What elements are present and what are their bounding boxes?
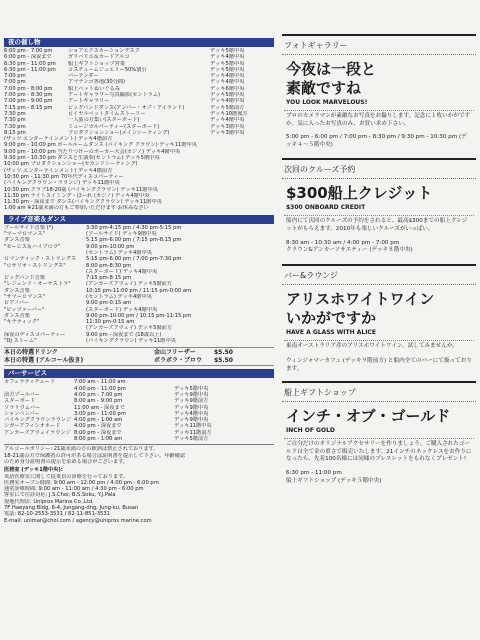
- event-location: デッキ4階中央: [210, 54, 245, 61]
- bar-location: デッキ5階中央: [174, 385, 209, 392]
- music-name: ダンス音楽: [4, 287, 30, 294]
- event-time: 7:00 pm - 8:30 pm: [4, 92, 53, 99]
- bar-row: [4, 436, 274, 442]
- medical-line: 通常診療時間: 9:00 am - 11:00 am / 4:30 pm - 6:00 pm: [4, 486, 144, 493]
- bar-location: デッキ9階前方: [174, 398, 209, 405]
- event-location: デッキ5階中央: [210, 66, 245, 73]
- music-name: "キナティック": [4, 319, 40, 326]
- drink-specials: [4, 347, 274, 366]
- bar-lounge-body: 東南オーストラリア産のアリスホワイトワイン。試してみませんか。 ウィンジャマーカフェ (デッキ９階前方) と船内全てのバーにて扱っております。: [286, 342, 472, 372]
- music-name: "マーマロマンス": [4, 231, 45, 238]
- event-location: デッキ10階後方: [210, 110, 248, 117]
- medical-info: [4, 467, 274, 524]
- bar-location: デッキ9階中央: [174, 391, 209, 398]
- night-events-list-continued: [4, 136, 274, 212]
- event-name: コスチュームジュエリー50%割引: [68, 66, 147, 73]
- event-location: デッキ4階中央: [210, 117, 245, 124]
- music-times: (バイキングクラウン) デッキ11階中央: [86, 338, 176, 345]
- event-name: ビッグバンドダンス(アンバー・オブ・アイランド): [68, 104, 185, 111]
- event-location: デッキ5階中央: [210, 48, 245, 54]
- music-times: 9:00 pm-10:00 pm / 10:15 pm-11:15 pm: [86, 312, 192, 319]
- bar-lounge-box: [282, 264, 476, 375]
- medical-line: 電話: 82-10-2553-3531 / 82-11-851-3531: [4, 511, 110, 518]
- event-time: 7:00 pm: [4, 79, 26, 86]
- music-times: 9:00 pm - 深夜まで (18歳以上): [86, 331, 162, 338]
- event-time: 6:30 pm - 11:00 pm: [4, 60, 56, 67]
- event-time: 6:00 pm - 7:00 pm: [4, 48, 53, 54]
- music-name: ダンス音楽: [4, 312, 30, 319]
- special-price: $5.50: [214, 349, 233, 357]
- cruise-booking-time: 8:30 am - 10:30 am / 4:00 pm - 7:00 pm クラウン&アンカーソサエティー (デッキ８階中央): [286, 239, 413, 254]
- music-times: (セントラム) デッキ4階中央: [86, 249, 152, 256]
- cruise-booking-body: 船内にて次回のクルーズの予約をされると、最高$300までの船上クレジットがもらえます。2010年も楽しいクルーズがいっぱい。: [286, 218, 468, 232]
- special-drink: 金山フリーザー: [154, 349, 196, 357]
- night-event-line: 9:00 pm - 10:00 pm 当たりつけーのポーカー大会(カジノ) デッキ4階中央: [4, 148, 181, 155]
- bar-name: バイキングクラウンラウンジ: [4, 417, 72, 424]
- bar-name: カフェラティチュード: [4, 379, 56, 386]
- cruise-booking-headline: $300船上クレジット: [286, 184, 433, 203]
- event-time: 7:30 pm: [4, 123, 26, 130]
- event-time: 7:15 pm - 8:15 pm: [4, 104, 53, 111]
- music-times: 3:30 pm-4:15 pm / 4:30 pm-5:15 pm: [86, 224, 182, 231]
- special-drink: ボラボラ・ブロウ: [154, 356, 203, 364]
- bar-location: デッキ9階中央: [174, 404, 209, 411]
- music-name: ビッグバンド音楽: [4, 275, 45, 282]
- event-name: アマナンゴ各地(30分間): [68, 79, 126, 86]
- bar-location: デッキ9階中央: [174, 417, 209, 424]
- gift-shop-body: ご自分だけのオリジナルアクセサリーを作りましょう。ご購入されたゴールドは全て金の重さで販売いたします。21インチのネックレスをお作りになったら、先着100名様には同様のブレスレットをもれなくプレゼント!: [286, 441, 472, 463]
- bar-hours: 4:00 pm - 7:00 pm: [74, 391, 123, 398]
- cruise-booking-subtitle: $300 ONBOARD CREDIT: [286, 204, 366, 212]
- event-time: 7:00 pm - 8:00 pm: [4, 85, 53, 92]
- bar-lounge-title: バー&ラウンジ: [282, 266, 476, 285]
- special-label: 本日の特選ドリンク: [4, 349, 58, 357]
- bar-location: デッキ11階中央: [174, 423, 212, 430]
- bar-name: 前方プールバー: [4, 391, 40, 398]
- event-location: デッキ3階中央: [210, 123, 245, 130]
- music-times: 5:15 pm-6:00 pm / 7:00 pm-7:30 pm: [86, 256, 182, 263]
- bar-lounge-headline: アリスホワイトワイン いかがですか: [286, 289, 435, 327]
- medical-label: 医務室 (デッキ1階中央):: [4, 467, 63, 474]
- gift-shop-title: 船上ギフトショップ: [282, 383, 476, 402]
- event-time: 6:30 pm - 11:00 pm: [4, 66, 56, 73]
- event-name: 一人旅の方集い(スターボード): [68, 117, 140, 124]
- bar-hours: 7:00 am - 11:00 am: [74, 379, 126, 386]
- bar-hours: 4:00 pm - 深夜まで: [74, 423, 122, 430]
- medical-line: 7F Haeyang Bldg, 6-4, Jungang-dng, Jung-ku, Busan: [4, 505, 139, 511]
- bar-service-list: [4, 379, 274, 442]
- night-event-line: 10:30 pm クラブ18-20歳 (バイキングクラウン) デッキ11階中央: [4, 186, 158, 193]
- music-name: "DJ ストーム": [4, 338, 37, 345]
- bar-lounge-subtitle: HAVE A GLASS WITH ALICE: [286, 328, 376, 336]
- cruise-booking-box: [282, 158, 476, 257]
- photo-gallery-time: 5:00 pm - 6:00 pm / 7:00 pm - 8:30 pm / 9:30 pm - 10:30 pm (デッキ４～５階中央): [286, 134, 467, 148]
- event-name: ガリバリエ＆カードアルコ: [68, 54, 130, 61]
- event-location: デッキ4階中央: [210, 98, 245, 105]
- event-name: バーテンダー: [68, 73, 99, 80]
- bar-service-heading: バーサービス: [4, 369, 274, 378]
- gift-shop-subtitle: INCH OF GOLD: [286, 427, 335, 435]
- music-times: 11:30 pm-0:15 am: [86, 319, 135, 326]
- music-times: 7:15 pm-8:15 pm: [86, 275, 132, 282]
- gift-shop-headline: インチ・オブ・ゴールド: [286, 407, 451, 426]
- event-location: デッキ5階中央: [210, 60, 245, 67]
- music-times: (セントラム) デッキ4階中央: [86, 293, 152, 300]
- event-name: ミュージカルパーティー(スターボード): [68, 123, 160, 130]
- policy-line: 18-21歳の方で保護者の許可がある場合は証明書を提示して下さい。年齢確認: [4, 452, 186, 459]
- schedule-column: [4, 38, 274, 524]
- music-name: "ロサリオ・ストリングス": [4, 262, 66, 269]
- special-row: [4, 349, 274, 357]
- night-event-line: 9:00 pm - 10:00 pm ボールルームダンス (バイキング クラウン) デッキ11階中央: [4, 142, 197, 149]
- gift-shop-time: 6:30 pm - 11:00 pm 船上ギフトショップ (デッキ５階中央): [286, 469, 382, 484]
- medical-lines: [4, 474, 274, 524]
- night-event-line: 10:00 pm プロダクションショー(セカンドシーティング): [4, 161, 138, 168]
- music-times: 9:00 pm-0:15 am: [86, 300, 132, 307]
- night-event-line: 11:30 pm ナイトスイミング・ぼーれ (カジノ) デッキ4階中央: [4, 192, 150, 199]
- alcohol-policy: [4, 444, 274, 465]
- event-location: デッキ6階中央: [210, 85, 245, 92]
- music-name: ロマンティック・ストリングス: [4, 256, 77, 263]
- bar-name: ソラリウムバー: [4, 404, 41, 411]
- photo-gallery-body: プロのカメラマンが素敵なお写真をお撮りします。記念に１枚いかがですか。気に入ったお写真のみ、お買い求め下さい。: [286, 113, 471, 127]
- policy-line: のため身分証明書の提示を求める場合がございます。: [4, 458, 129, 465]
- medical-line: 英語医療室に関して従業員の診療を行っております。: [4, 473, 129, 480]
- event-time: 7:30 pm: [4, 110, 26, 117]
- event-name: アートギャラリー写真撮影(セントラム): [68, 92, 161, 99]
- medical-line: 客室にて往診対応: J.S.Choi, B.S.Soku, Y.J.Pala: [4, 492, 116, 499]
- bar-hours: 8:00 pm - 深夜まで: [74, 429, 122, 436]
- event-location: デッキ5階中央: [210, 92, 245, 99]
- bar-location: デッキ4階中央: [174, 410, 209, 417]
- music-times: (スターボード) デッキ4階中央: [86, 268, 158, 275]
- bar-name: シガーアフィシオネード: [4, 423, 61, 430]
- night-event-line: 10:30 pm - 11:30 pm 70年代ディスコパーティー: [4, 173, 124, 180]
- music-name: ピアノバー: [4, 300, 30, 307]
- event-location: デッキ4階中央: [210, 73, 245, 80]
- event-time: 6:00 pm - 深夜まで: [4, 54, 52, 61]
- night-events-list: [4, 48, 274, 136]
- music-name: "ピッツァーバー": [4, 306, 45, 313]
- event-time: 7:30 pm: [4, 117, 26, 124]
- music-times: (アンカーズアウェイ) デッキ5階前方: [86, 281, 173, 288]
- music-times: (アンカーズアウェイ) デッキ5階前方: [86, 325, 173, 332]
- music-times: 10:15 pm-11:00 pm / 11:15 pm-0:00 am: [86, 287, 192, 294]
- music-times: 9:00 pm-10:00 pm: [86, 243, 135, 250]
- bar-name: シャンペンバー: [4, 410, 40, 417]
- policy-line: アルコールポリシー: 21歳未満の方の飲酒は禁止されております。: [4, 446, 159, 453]
- night-event-line: 1:00 am ※21歳未満の方もご参加いただけます お休みなさい: [4, 205, 149, 212]
- music-name: プールサイド音楽 (*): [4, 224, 54, 231]
- bar-hours: 8:00 am - 9:00 pm: [74, 398, 123, 405]
- event-time: 7:00 pm: [4, 73, 26, 80]
- music-times: 8:00 pm-8:30 pm: [86, 262, 132, 269]
- medical-line: 医務室オープン時間: 9:00 am - 12:00 pm / 4:00 pm - 6:00 pm: [4, 479, 159, 486]
- event-name: アートギャラリー: [68, 98, 110, 105]
- music-name: 深夜のディスコパーティー: [4, 331, 66, 338]
- music-times: (プールサイド) デッキ9階中央: [86, 231, 157, 238]
- music-name: "モービス＆ハイブロウ": [4, 243, 61, 250]
- night-event-line: 11:30 pm - 深夜まで ダンス(バイキングクラウン) デッキ11階中央: [4, 199, 162, 206]
- event-location: デッキ4階中央: [210, 79, 245, 86]
- photo-gallery-headline: 今夜は一段と 素敵ですね: [286, 60, 377, 97]
- live-music-list: [4, 225, 274, 345]
- event-location: デッキ5階前方: [210, 104, 245, 111]
- music-name: ダンス音楽: [4, 237, 30, 244]
- bar-hours: 3:00 pm - 11:00 pm: [74, 410, 126, 417]
- event-time: 7:00 pm - 9:00 pm: [4, 98, 53, 105]
- live-music-heading: ライブ音楽＆ダンス: [4, 215, 274, 224]
- bar-hours: 4:00 pm - 11:00 pm: [74, 385, 126, 392]
- night-events-heading: 夜の催し物: [4, 38, 274, 47]
- event-name: ロイヤルベットタイムストーリー: [68, 110, 146, 117]
- music-row: [4, 338, 274, 344]
- bar-name: アンカーズアウェイラウンジ: [4, 429, 71, 436]
- event-name: ショアエクスカーションデスク: [68, 48, 140, 54]
- event-name: プロダクションショー(メインシーティング): [68, 129, 170, 136]
- event-location: デッキ3階中央: [210, 129, 245, 136]
- cruise-booking-title: 次回のクルーズ予約: [282, 160, 476, 179]
- feature-column: [282, 34, 476, 494]
- medical-line: 現地代理店: Unipros Marine Co.,Ltd.: [4, 498, 94, 505]
- special-row: [4, 357, 274, 365]
- night-event-line: (ザッツ エンターテインメント) デッキ4階前方: [4, 136, 113, 143]
- event-name: 船上ギフトショップ営業: [68, 60, 125, 67]
- bar-hours: 4:00 pm - 1:00 am: [74, 417, 123, 424]
- gift-shop-box: [282, 381, 476, 488]
- photo-gallery-subtitle: YOU LOOK MARVELOUS!: [286, 99, 368, 106]
- special-price: $5.50: [214, 356, 233, 364]
- bar-name: スターボード: [4, 398, 36, 405]
- event-time: 8:15 pm: [4, 129, 26, 136]
- medical-line: E-mail: unimar@chol.com / agency@unipros marine.com: [4, 517, 152, 524]
- bar-hours: 11:00 am - 深夜まで: [74, 404, 125, 411]
- music-times: 5:15 pm-6:00 pm / 7:15 pm-8:15 pm: [86, 237, 182, 244]
- bar-location: デッキ5階前方: [174, 436, 209, 443]
- night-event-line: (ザッツ エンターテインメント) デッキ4階前方: [4, 167, 113, 174]
- photo-gallery-title: フォトギャラリー: [282, 36, 476, 55]
- night-event-line: (バイキングクラウン・ラウンジ) デッキ11階中央: [4, 180, 120, 187]
- night-event-line: 9:30 pm - 10:30 pm ダンスと生演奏(セントラム) デッキ5階中央: [4, 155, 160, 162]
- bar-name: [4, 436, 74, 442]
- bar-location: デッキ11階前方: [174, 429, 212, 436]
- music-times: (スターボード) デッキ4階中央: [86, 306, 158, 313]
- music-name: "レジェンド・オーケストラ": [4, 281, 71, 288]
- photo-gallery-box: [282, 34, 476, 152]
- bar-hours: 8:00 pm - 1:00 am: [74, 436, 123, 443]
- event-name: 船上ペットぬいぐるみ: [68, 85, 120, 92]
- music-name: "サマーロマンス": [4, 293, 45, 300]
- special-label: 本日の特選 (アルコール抜き): [4, 356, 84, 364]
